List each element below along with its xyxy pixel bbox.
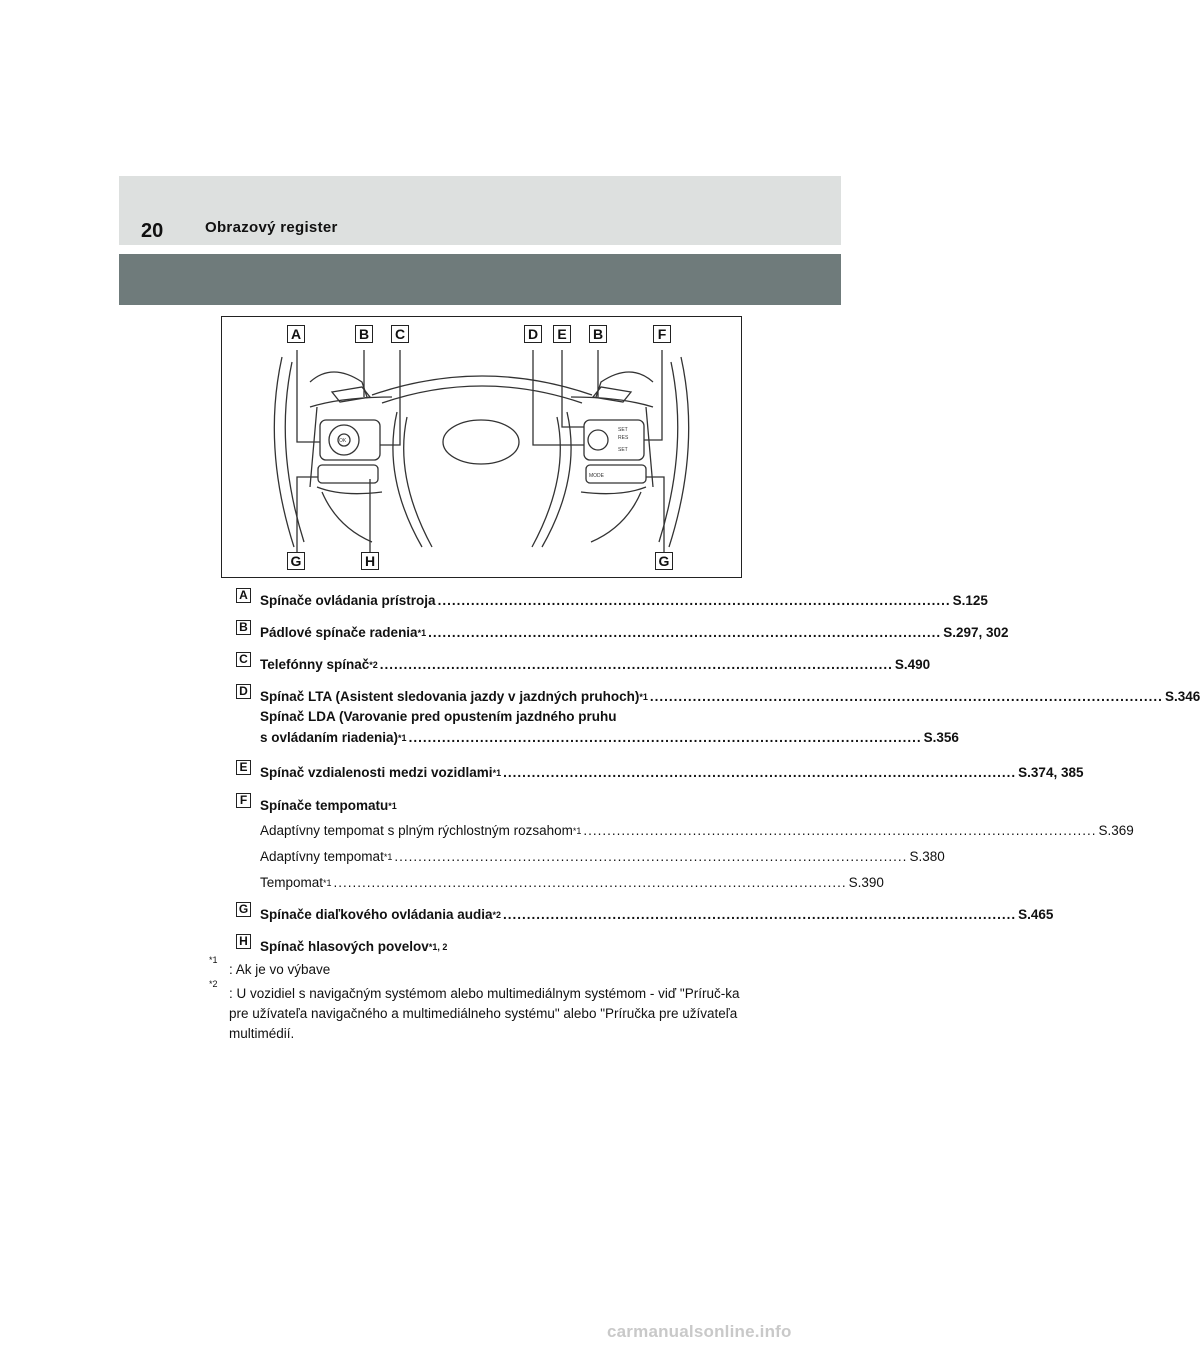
page-ref: S.374, 385 bbox=[1018, 765, 1084, 780]
entry-line: Spínač hlasových povelov $^{*1, 2}$ bbox=[260, 939, 448, 954]
page-ref: S.356 bbox=[923, 730, 959, 745]
page-ref: S.465 bbox=[1018, 907, 1054, 922]
ok-button-label: OK bbox=[339, 438, 347, 444]
mode-button-label: MODE bbox=[589, 473, 604, 479]
label-a: A bbox=[287, 325, 305, 343]
page-ref: S.390 bbox=[848, 875, 884, 890]
entry-letter: A bbox=[236, 588, 251, 603]
page-ref: S.490 bbox=[894, 657, 931, 672]
set-button-label-2: SET bbox=[618, 447, 628, 453]
label-c: C bbox=[391, 325, 409, 343]
label-g-left: G bbox=[287, 552, 305, 570]
entry-letter: H bbox=[236, 934, 251, 949]
page-title: Obrazový register bbox=[205, 219, 338, 236]
page-ref: S.125 bbox=[952, 593, 988, 608]
footnote-1: *1 : Ak je vo výbave bbox=[209, 955, 331, 977]
steering-wheel-drawing bbox=[222, 317, 741, 577]
page-ref: S.346 bbox=[1164, 689, 1200, 704]
page-ref: S.297, 302 bbox=[943, 625, 1009, 640]
label-g-right: G bbox=[655, 552, 673, 570]
watermark: carmanualsonline.info bbox=[607, 1322, 792, 1341]
steering-wheel-figure bbox=[221, 316, 742, 578]
page-header bbox=[119, 176, 841, 245]
entry-line: s ovládaním riadenia) $^{*1}$ ............................................................................................................ S.356 bbox=[260, 730, 959, 745]
entry-letter: G bbox=[236, 902, 251, 917]
entry-line: Spínače ovládania prístroja ............................................................................................................ S.125 bbox=[260, 593, 988, 608]
label-f: F bbox=[653, 325, 671, 343]
entry-line: Pádlové spínače radenia $^{*1}$ ............................................................................................................ S.297, 302 bbox=[260, 625, 1009, 640]
page-ref: S.369 bbox=[1098, 823, 1134, 838]
entry-letter: F bbox=[236, 793, 251, 808]
label-b-right: B bbox=[589, 325, 607, 343]
entry-letter: D bbox=[236, 684, 251, 699]
label-e: E bbox=[553, 325, 571, 343]
label-b-left: B bbox=[355, 325, 373, 343]
entry-line: Spínače diaľkového ovládania audia $^{*2}$ ............................................................................................................ S.465 bbox=[260, 907, 1054, 922]
entry-line: Tempomat $^{*1}$ ............................................................................................................ S.390 bbox=[260, 875, 884, 890]
section-band bbox=[119, 254, 841, 305]
res-button-label: RES bbox=[618, 435, 629, 441]
entry-line: Adaptívny tempomat $^{*1}$ ............................................................................................................ S.380 bbox=[260, 849, 945, 864]
entry-line: Spínač LTA (Asistent sledovania jazdy v jazdných pruhoch) $^{*1}$ ............................................................................................................ S.346 bbox=[260, 689, 1200, 704]
footnote-2: *2 : U vozidiel s navigačným systémom alebo multimediálnym systémom - viď "Príruč-ka pre užívateľa navigačného a multimediálneho systému" alebo "Príručka pre užívateľa multimédií. bbox=[209, 979, 740, 1041]
entry-line: Adaptívny tempomat s plným rýchlostným rozsahom $^{*1}$ ............................................................................................................ S.369 bbox=[260, 823, 1134, 838]
entry-letter: C bbox=[236, 652, 251, 667]
entry-letter: E bbox=[236, 760, 251, 775]
entry-line: Telefónny spínač $^{*2}$ ............................................................................................................ S.490 bbox=[260, 657, 931, 672]
page-number: 20 bbox=[141, 220, 164, 242]
entry-line: Spínače tempomatu $^{*1}$ bbox=[260, 798, 397, 813]
set-button-label: SET bbox=[618, 427, 628, 433]
entry-letter: B bbox=[236, 620, 251, 635]
label-d: D bbox=[524, 325, 542, 343]
label-h: H bbox=[361, 552, 379, 570]
page-ref: S.380 bbox=[909, 849, 945, 864]
footnotes bbox=[209, 955, 754, 1044]
entry-line: Spínač vzdialenosti medzi vozidlami $^{*1}$ ............................................................................................................ S.374, 385 bbox=[260, 765, 1084, 780]
entry-line: Spínač LDA (Varovanie pred opustením jazdného pruhu bbox=[260, 709, 617, 724]
